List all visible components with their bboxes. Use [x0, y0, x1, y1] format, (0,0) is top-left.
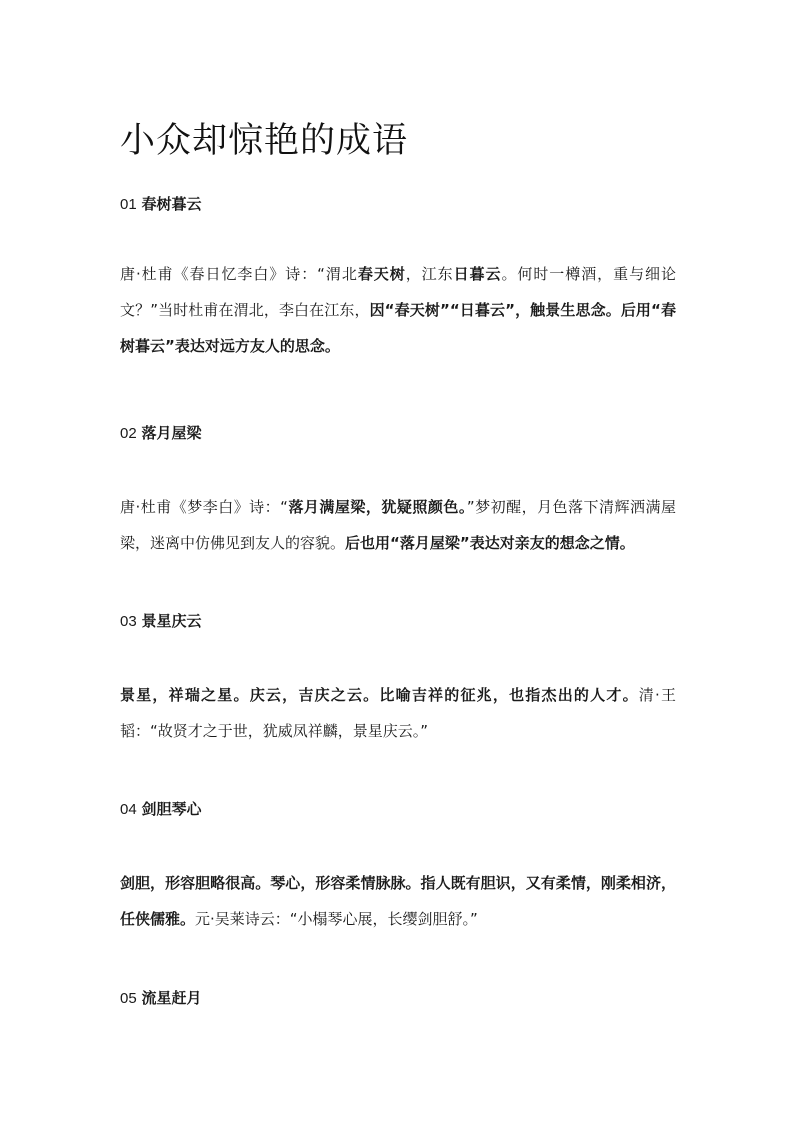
- paragraph-bold-text: 景星，祥瑞之星。庆云，吉庆之云。比喻吉祥的征兆，也指杰出的人才。: [120, 686, 639, 704]
- section-paragraph-01: [120, 256, 676, 364]
- section-heading-02: [120, 421, 201, 446]
- section-number: 05: [120, 990, 137, 1007]
- section-number: 04: [120, 801, 137, 818]
- section-paragraph-03: [120, 677, 676, 749]
- paragraph-bold-text: 春天树: [357, 265, 406, 283]
- section-paragraph-04: [120, 865, 676, 937]
- paragraph-bold-text: 后也用“落月屋梁”表达对亲友的想念之情。: [345, 534, 635, 552]
- paragraph-text: 清·王韬：“故贤才之于世，犹威凤祥麟，景星庆云。”: [120, 686, 676, 740]
- page-title: 小众却惊艳的成语: [120, 121, 409, 161]
- section-title: 落月屋梁: [141, 424, 202, 442]
- paragraph-bold-text: 落月满屋梁，犹疑照颜色。: [287, 498, 467, 516]
- section-number: 01: [120, 196, 137, 213]
- paragraph-text: ，江东: [405, 265, 454, 283]
- paragraph-text: 。何时一樽酒，重与细论文？”当时杜甫在渭北，李白在江东，: [120, 265, 676, 319]
- paragraph-bold-text: 因“春天树”“日暮云”，触景生思念。后用“春树暮云”表达对远方友人的思念。: [120, 301, 676, 355]
- section-paragraph-02: [120, 489, 676, 561]
- paragraph-text: 元·吴莱诗云：“小榻琴心展，长缨剑胆舒。”: [195, 910, 478, 928]
- section-title: 流星赶月: [141, 989, 202, 1007]
- section-heading-04: [120, 797, 201, 822]
- paragraph-text: 唐·杜甫《梦李白》诗：“: [120, 498, 288, 516]
- section-title: 春树暮云: [141, 195, 202, 213]
- paragraph-text: ”梦初醒，月色落下清辉洒满屋梁，迷离中仿佛见到友人的容貌。: [120, 498, 676, 552]
- section-number: 03: [120, 613, 137, 630]
- section-heading-05: [120, 986, 201, 1011]
- paragraph-bold-text: 剑胆，形容胆略很高。琴心，形容柔情脉脉。指人既有胆识，又有柔情，刚柔相济，任侠儒雅。: [120, 874, 676, 928]
- section-heading-03: [120, 609, 201, 634]
- paragraph-text: 唐·杜甫《春日忆李白》诗：“渭北: [120, 265, 358, 283]
- paragraph-bold-text: 日暮云: [453, 265, 502, 283]
- section-title: 景星庆云: [141, 612, 202, 630]
- section-title: 剑胆琴心: [141, 800, 202, 818]
- section-heading-01: [120, 192, 201, 217]
- section-number: 02: [120, 425, 137, 442]
